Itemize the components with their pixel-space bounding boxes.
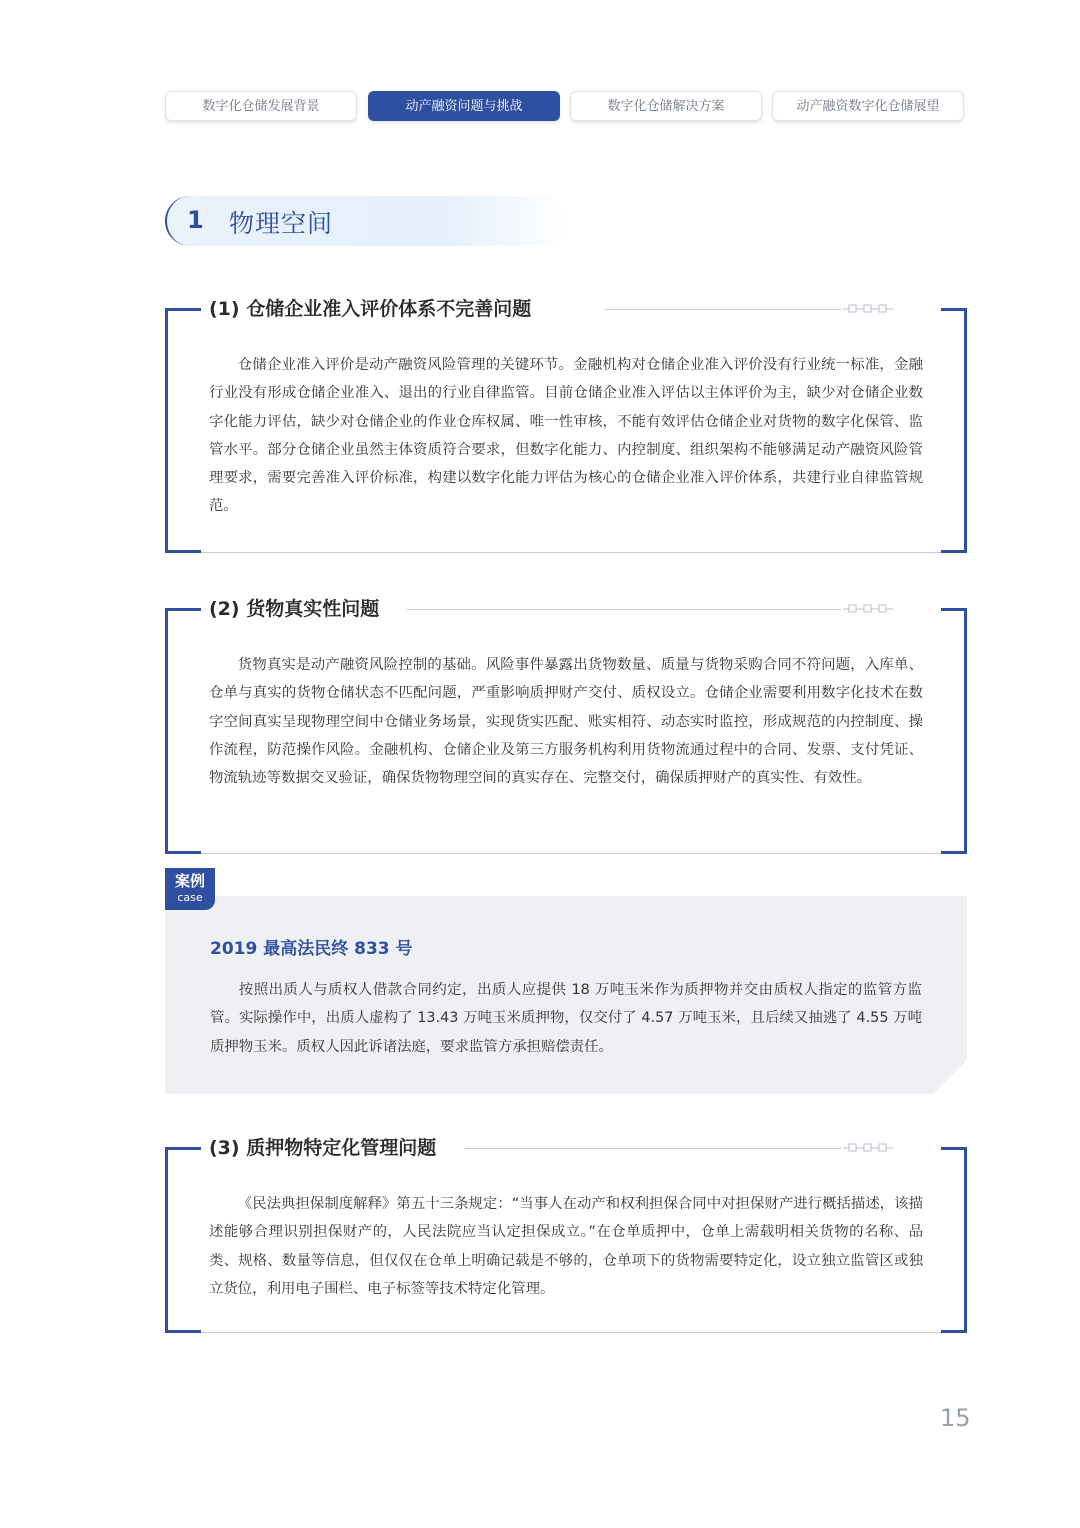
frame-dots-decoration	[843, 304, 893, 314]
issue-title: (2) 货物真实性问题	[209, 594, 385, 621]
frame-bottom-line	[201, 1332, 941, 1333]
frame-left	[165, 308, 201, 553]
section-number: 1	[187, 206, 204, 234]
frame-right	[941, 308, 967, 553]
frame-right	[941, 1147, 967, 1333]
tab-solutions[interactable]: 数字化仓储解决方案	[570, 91, 762, 121]
section-heading	[165, 196, 567, 246]
issue-text: 货物真实是动产融资风险控制的基础。风险事件暴露出货物数量、质量与货物采购合同不符问题，入库单、仓单与真实的货物仓储状态不匹配问题，严重影响质押财产交付、质权设立。仓储企业需要利用数字化技术在数字空间真实呈现物理空间中仓储业务场景，实现货实匹配、账实相符、动态实时监控，形成规范的内控制度、操作流程，防范操作风险。金融机构、仓储企业及第三方服务机构利用货物流通过程中的合同、发票、支付凭证、物流轨迹等数据交叉验证，确保货物物理空间的真实存在、完整交付，确保质押财产的真实性、有效性。	[209, 657, 923, 787]
frame-top-line	[465, 1148, 841, 1149]
case-corner-cut	[933, 1060, 967, 1094]
frame-dots-decoration	[843, 1143, 893, 1153]
frame-bottom-line	[201, 853, 941, 854]
page-number: 15	[940, 1404, 971, 1432]
issue-title: (3) 质押物特定化管理问题	[209, 1133, 442, 1160]
frame-left	[165, 1147, 201, 1333]
frame-right	[941, 608, 967, 854]
case-badge-en: case	[177, 891, 203, 904]
top-tabs	[165, 91, 967, 123]
frame-left	[165, 608, 201, 854]
issue-text: 《民法典担保制度解释》第五十三条规定：“当事人在动产和权利担保合同中对担保财产进行概括描述，该描述能够合理识别担保财产的，人民法院应当认定担保成立。”在仓单质押中，仓单上需载明相关货物的名称、品类、规格、数量等信息，但仅仅在仓单上明确记载是不够的，仓单项下的货物需要特定化，设立独立监管区或独立货位，利用电子围栏、电子标签等技术特定化管理。	[209, 1196, 923, 1297]
case-text: 按照出质人与质权人借款合同约定，出质人应提供 18 万吨玉米作为质押物并交由质权人指定的监管方监管。实际操作中，出质人虚构了 13.43 万吨玉米质押物，仅交付了 4.57 万吨玉米，且后续又抽逃了 4.55 万吨质押物玉米。质权人因此诉诸法庭，要求监管方承担赔偿责任。	[210, 982, 922, 1055]
case-title: 2019 最高法民终 833 号	[210, 939, 413, 959]
section-title: 物理空间	[229, 209, 334, 238]
frame-bottom-line	[201, 552, 941, 553]
frame-dots-decoration	[843, 604, 893, 614]
issue-box-1	[165, 298, 967, 553]
issue-box-3	[165, 1137, 967, 1333]
tab-outlook[interactable]: 动产融资数字化仓储展望	[772, 91, 964, 121]
frame-top-line	[605, 309, 841, 310]
case-badge	[165, 868, 215, 910]
tab-financing-challenges[interactable]: 动产融资问题与挑战	[368, 91, 560, 121]
issue-title: (1) 仓储企业准入评价体系不完善问题	[209, 294, 537, 321]
case-badge-cn: 案例	[174, 872, 205, 890]
tab-development-background[interactable]: 数字化仓储发展背景	[165, 91, 357, 121]
frame-top-line	[407, 609, 841, 610]
issue-text: 仓储企业准入评价是动产融资风险管理的关键环节。金融机构对仓储企业准入评价没有行业统一标准，金融行业没有形成仓储企业准入、退出的行业自律监管。目前仓储企业准入评估以主体评价为主，缺少对仓储企业数字化能力评估，缺少对仓储企业的作业仓库权属、唯一性审核，不能有效评估仓储企业对货物的数字化保管、监管水平。部分仓储企业虽然主体资质符合要求，但数字化能力、内控制度、组织架构不能够满足动产融资风险管理要求，需要完善准入评价标准，构建以数字化能力评估为核心的仓储企业准入评价体系，共建行业自律监管规范。	[209, 357, 923, 515]
issue-box-2	[165, 598, 967, 854]
